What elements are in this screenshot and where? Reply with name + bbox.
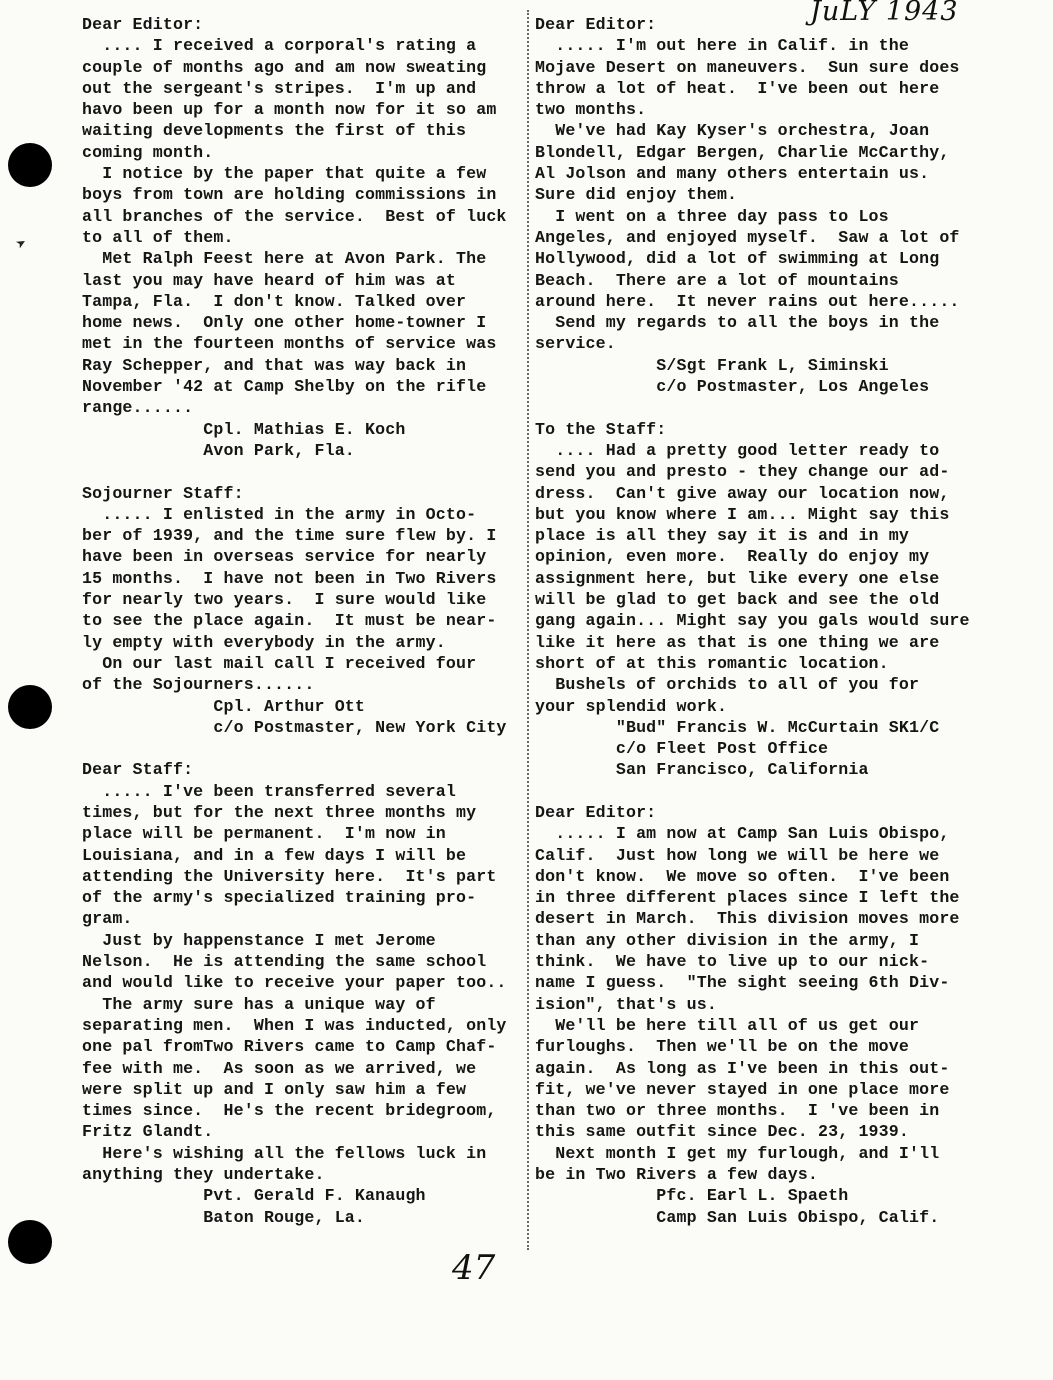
letter-line: times, but for the next three months my bbox=[82, 802, 477, 822]
letter-line: think. We have to live up to our nick- bbox=[535, 952, 930, 972]
letter-line: Angeles, and enjoyed myself. Saw a lot of bbox=[535, 227, 960, 247]
letter-line: Nelson. He is attending the same school bbox=[82, 952, 487, 972]
letter-line: last you may have heard of him was at bbox=[82, 270, 456, 290]
letter-block bbox=[82, 14, 527, 461]
letter-line: met in the fourteen months of service was bbox=[82, 334, 497, 354]
letter-line: waiting developments the first of this bbox=[82, 121, 467, 141]
letter-line: Send my regards to all the boys in the bbox=[535, 313, 940, 333]
letter-salutation: Dear Editor: bbox=[535, 802, 657, 822]
letter-block bbox=[82, 483, 527, 739]
letter-salutation: Sojourner Staff: bbox=[82, 483, 244, 503]
letter-salutation: Dear Editor: bbox=[535, 15, 657, 34]
letter-line: boys from town are holding commissions in bbox=[82, 185, 497, 205]
letter-line: service. bbox=[535, 334, 616, 354]
letter-line: like it here as that is one thing we are bbox=[535, 632, 940, 652]
letter-line: in three different places since I left the bbox=[535, 888, 960, 908]
letter-line: Beach. There are a lot of mountains bbox=[535, 270, 899, 290]
letter-line: to all of them. bbox=[82, 227, 234, 247]
letter-line: than any other division in the army, I bbox=[535, 930, 920, 950]
letter-line: Next month I get my furlough, and I'll bbox=[535, 1143, 940, 1163]
letter-line: On our last mail call I received four bbox=[82, 653, 477, 673]
binder-hole-bottom bbox=[8, 1220, 52, 1264]
letter-line: don't know. We move so often. I've been bbox=[535, 866, 950, 886]
letter-line: this same outfit since Dec. 23, 1939. bbox=[535, 1122, 909, 1142]
letter-line: We've had Kay Kyser's orchestra, Joan bbox=[535, 121, 930, 141]
letter-block bbox=[535, 14, 1005, 397]
letter-salutation: To the Staff: bbox=[535, 419, 667, 439]
letter-line: The army sure has a unique way of bbox=[82, 994, 436, 1014]
handwritten-date: JuLY 1943 bbox=[810, 0, 959, 27]
letter-line: c/o Postmaster, New York City bbox=[82, 717, 507, 737]
letter-line: out the sergeant's stripes. I'm up and bbox=[82, 78, 477, 98]
letter-block bbox=[535, 802, 1005, 1228]
right-column bbox=[535, 14, 1005, 1228]
letter-line: have been in overseas service for nearly bbox=[82, 547, 487, 567]
letter-line: c/o Fleet Post Office bbox=[535, 739, 829, 759]
letter-line: will be glad to get back and see the old bbox=[535, 590, 940, 610]
left-column bbox=[82, 14, 527, 1228]
letter-line: again. As long as I've been in this out- bbox=[535, 1058, 950, 1078]
letter-line: but you know where I am... Might say this bbox=[535, 504, 950, 524]
letter-line: Pfc. Earl L. Spaeth bbox=[535, 1186, 849, 1206]
letter-salutation: Dear Staff: bbox=[82, 760, 194, 780]
letter-line: San Francisco, California bbox=[535, 760, 869, 780]
letter-line: and would like to receive your paper too.. bbox=[82, 973, 507, 993]
letter-line: of the Sojourners...... bbox=[82, 675, 315, 695]
letter-line: fit, we've never stayed in one place more bbox=[535, 1079, 950, 1099]
letter-line: ..... I enlisted in the army in Octo- bbox=[82, 504, 477, 524]
paragraph-gap bbox=[82, 738, 527, 759]
letter-line: anything they undertake. bbox=[82, 1165, 325, 1185]
letter-line: Bushels of orchids to all of you for bbox=[535, 675, 920, 695]
letter-line: name I guess. "The sight seeing 6th Div- bbox=[535, 973, 950, 993]
column-divider bbox=[527, 10, 529, 1250]
letter-line: range...... bbox=[82, 398, 194, 418]
letter-line: were split up and I only saw him a few bbox=[82, 1079, 467, 1099]
letter-line: Mojave Desert on maneuvers. Sun sure does bbox=[535, 57, 960, 77]
letter-line: Camp San Luis Obispo, Calif. bbox=[535, 1207, 940, 1227]
letter-line: of the army's specialized training pro- bbox=[82, 888, 477, 908]
letter-line: ..... I've been transferred several bbox=[82, 781, 456, 801]
letter-line: Al Jolson and many others entertain us. bbox=[535, 164, 930, 184]
letter-line: .... I received a corporal's rating a bbox=[82, 36, 477, 56]
binder-hole-middle bbox=[8, 685, 52, 729]
letter-line: havo been up for a month now for it so am bbox=[82, 100, 497, 120]
letter-line: Ray Schepper, and that was way back in bbox=[82, 355, 467, 375]
handwritten-page-number: 47 bbox=[452, 1248, 496, 1288]
paragraph-gap bbox=[82, 461, 527, 482]
letter-line: ision", that's us. bbox=[535, 994, 717, 1014]
letter-line: Just by happenstance I met Jerome bbox=[82, 930, 436, 950]
letter-line: We'll be here till all of us get our bbox=[535, 1015, 920, 1035]
letter-line: one pal fromTwo Rivers came to Camp Chaf- bbox=[82, 1037, 497, 1057]
letter-line: c/o Postmaster, Los Angeles bbox=[535, 377, 930, 397]
letter-line: around here. It never rains out here..... bbox=[535, 291, 960, 311]
paragraph-gap bbox=[535, 781, 1005, 802]
letter-line: be in Two Rivers a few days. bbox=[535, 1165, 819, 1185]
letter-line: Hollywood, did a lot of swimming at Long bbox=[535, 249, 940, 269]
letter-line: desert in March. This division moves more bbox=[535, 909, 960, 929]
letter-line: home news. Only one other home-towner I bbox=[82, 313, 487, 333]
letter-line: Calif. Just how long we will be here we bbox=[535, 845, 940, 865]
letter-line: ..... I am now at Camp San Luis Obispo, bbox=[535, 824, 950, 844]
letter-line: Blondell, Edgar Bergen, Charlie McCarthy, bbox=[535, 142, 950, 162]
letter-line: two months. bbox=[535, 100, 647, 120]
letter-line: to see the place again. It must be near- bbox=[82, 611, 497, 631]
letter-line: Cpl. Arthur Ott bbox=[82, 696, 366, 716]
letter-line: .... Had a pretty good letter ready to bbox=[535, 440, 940, 460]
letter-line: opinion, even more. Really do enjoy my bbox=[535, 547, 930, 567]
letter-line: gram. bbox=[82, 909, 133, 929]
letter-line: "Bud" Francis W. McCurtain SK1/C bbox=[535, 717, 940, 737]
letter-line: short of at this romantic location. bbox=[535, 653, 889, 673]
letter-line: Louisiana, and in a few days I will be bbox=[82, 845, 467, 865]
paragraph-gap bbox=[535, 397, 1005, 418]
letter-line: assignment here, but like every one else bbox=[535, 568, 940, 588]
letter-line: I notice by the paper that quite a few bbox=[82, 164, 487, 184]
letter-line: fee with me. As soon as we arrived, we bbox=[82, 1058, 477, 1078]
letter-block bbox=[535, 419, 1005, 781]
letter-line: Tampa, Fla. I don't know. Talked over bbox=[82, 291, 467, 311]
binder-hole-top bbox=[8, 143, 52, 187]
letter-line: I went on a three day pass to Los bbox=[535, 206, 889, 226]
letter-line: Avon Park, Fla. bbox=[82, 440, 355, 460]
letter-line: than two or three months. I 've been in bbox=[535, 1101, 940, 1121]
letter-line: for nearly two years. I sure would like bbox=[82, 590, 487, 610]
letter-line: S/Sgt Frank L, Siminski bbox=[535, 355, 889, 375]
letter-line: your splendid work. bbox=[535, 696, 728, 716]
letter-line: ly empty with everybody in the army. bbox=[82, 632, 446, 652]
letter-line: dress. Can't give away our location now, bbox=[535, 483, 950, 503]
letter-line: ..... I'm out here in Calif. in the bbox=[535, 36, 909, 56]
letter-line: Sure did enjoy them. bbox=[535, 185, 738, 205]
letter-line: 15 months. I have not been in Two Rivers bbox=[82, 568, 497, 588]
letter-line: attending the University here. It's part bbox=[82, 866, 497, 886]
letter-line: Baton Rouge, La. bbox=[82, 1207, 366, 1227]
letter-line: separating men. When I was inducted, only bbox=[82, 1015, 507, 1035]
letter-line: couple of months ago and am now sweating bbox=[82, 57, 487, 77]
letter-line: Pvt. Gerald F. Kanaugh bbox=[82, 1186, 426, 1206]
letter-line: Cpl. Mathias E. Koch bbox=[82, 419, 406, 439]
letter-line: November '42 at Camp Shelby on the rifle bbox=[82, 377, 487, 397]
letter-line: place is all they say it is and in my bbox=[535, 526, 909, 546]
letter-line: send you and presto - they change our ad- bbox=[535, 462, 950, 482]
stray-pen-mark: ➤ bbox=[13, 234, 29, 252]
letter-line: ber of 1939, and the time sure flew by. I bbox=[82, 526, 497, 546]
letter-line: furloughs. Then we'll be on the move bbox=[535, 1037, 909, 1057]
letter-line: coming month. bbox=[82, 142, 214, 162]
letter-line: Here's wishing all the fellows luck in bbox=[82, 1143, 487, 1163]
letter-line: Fritz Glandt. bbox=[82, 1122, 214, 1142]
letter-line: place will be permanent. I'm now in bbox=[82, 824, 446, 844]
letter-salutation: Dear Editor: bbox=[82, 15, 204, 34]
letter-line: Met Ralph Feest here at Avon Park. The bbox=[82, 249, 487, 269]
letter-line: throw a lot of heat. I've been out here bbox=[535, 78, 940, 98]
letter-line: times since. He's the recent bridegroom, bbox=[82, 1101, 497, 1121]
letter-line: gang again... Might say you gals would sure bbox=[535, 611, 970, 631]
letter-block bbox=[82, 759, 527, 1228]
letter-line: all branches of the service. Best of luck bbox=[82, 206, 507, 226]
